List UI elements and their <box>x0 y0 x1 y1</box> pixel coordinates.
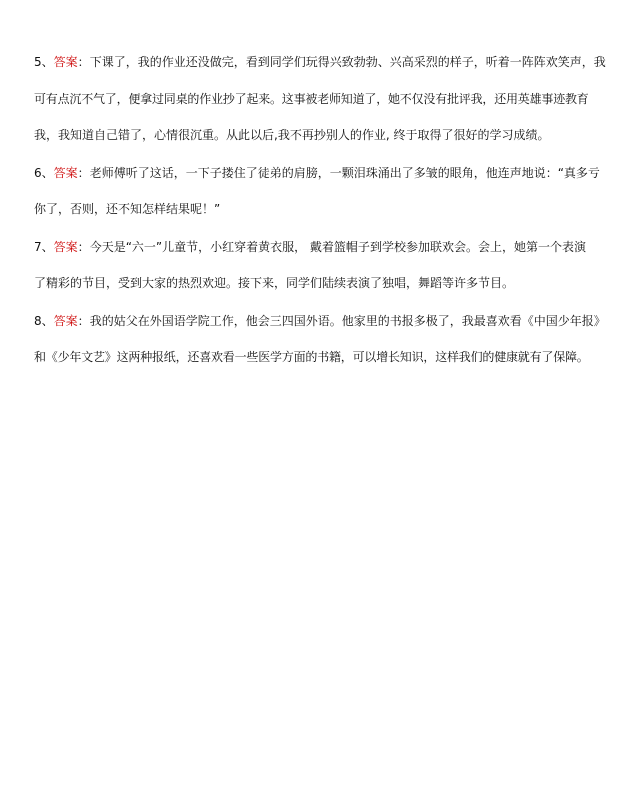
answer-line <box>34 303 614 340</box>
answer-colon: ： <box>77 165 90 180</box>
answer-colon: ： <box>77 313 90 328</box>
answer-list <box>34 44 614 377</box>
answer-label: 答案 <box>53 313 78 328</box>
number-separator: 、 <box>41 239 54 254</box>
answer-text: 今天是“六一”儿童节，小红穿着黄衣服， 戴着篮帽子到学校参加联欢会。会上，她第一个表演 <box>89 239 586 254</box>
answer-text: 下课了，我的作业还没做完，看到同学们玩得兴致勃勃、兴高采烈的样子，听着一阵阵欢笑声，我 <box>89 55 606 69</box>
answer-line: 可有点沉不气了，便拿过同桌的作业抄了起来。这事被老师知道了，她不仅没有批评我，还用英雄事迹教育 <box>34 91 589 106</box>
number-separator: 、 <box>41 165 54 180</box>
answer-text: 老师傅听了这话，一下子搂住了徒弟的肩膀，一颗泪珠涌出了多皱的眼角，他连声地说：“真多亏 <box>89 165 600 180</box>
answer-number: 5 <box>34 55 42 69</box>
number-separator: 、 <box>41 313 54 328</box>
answer-line: 我，我知道自己错了，心情很沉重。从此以后,我不再抄别人的作业, 终于取得了很好的学习成绩。 <box>34 128 550 142</box>
answer-item-6 <box>34 155 614 228</box>
answer-number: 7 <box>34 239 42 254</box>
answer-text: 我的姑父在外国语学院工作，他会三四国外语。他家里的书报多极了，我最喜欢看《中国少年报》 <box>89 313 606 328</box>
answer-label: 答案 <box>53 165 78 180</box>
answer-item-5 <box>34 44 614 154</box>
number-separator: 、 <box>41 55 54 69</box>
answer-line: 了精彩的节目，受到大家的热烈欢迎。接下来，同学们陆续表演了独唱，舞蹈等许多节目。 <box>34 276 515 290</box>
answer-line <box>34 44 614 81</box>
answer-item-7 <box>34 229 614 302</box>
answer-label: 答案 <box>53 55 78 69</box>
answer-line <box>34 155 614 192</box>
answer-line <box>34 229 614 266</box>
answer-number: 8 <box>34 313 42 328</box>
answer-colon: ： <box>77 239 90 254</box>
answer-item-8 <box>34 303 614 376</box>
answer-label: 答案 <box>53 239 78 254</box>
answer-line: 你了，否则，还不知怎样结果呢！” <box>34 202 221 216</box>
answer-line: 和《少年文艺》这两种报纸，还喜欢看一些医学方面的书籍，可以增长知识，这样我们的健康就有了保障。 <box>34 350 589 364</box>
answer-number: 6 <box>34 165 42 180</box>
answer-colon: ： <box>77 55 90 69</box>
